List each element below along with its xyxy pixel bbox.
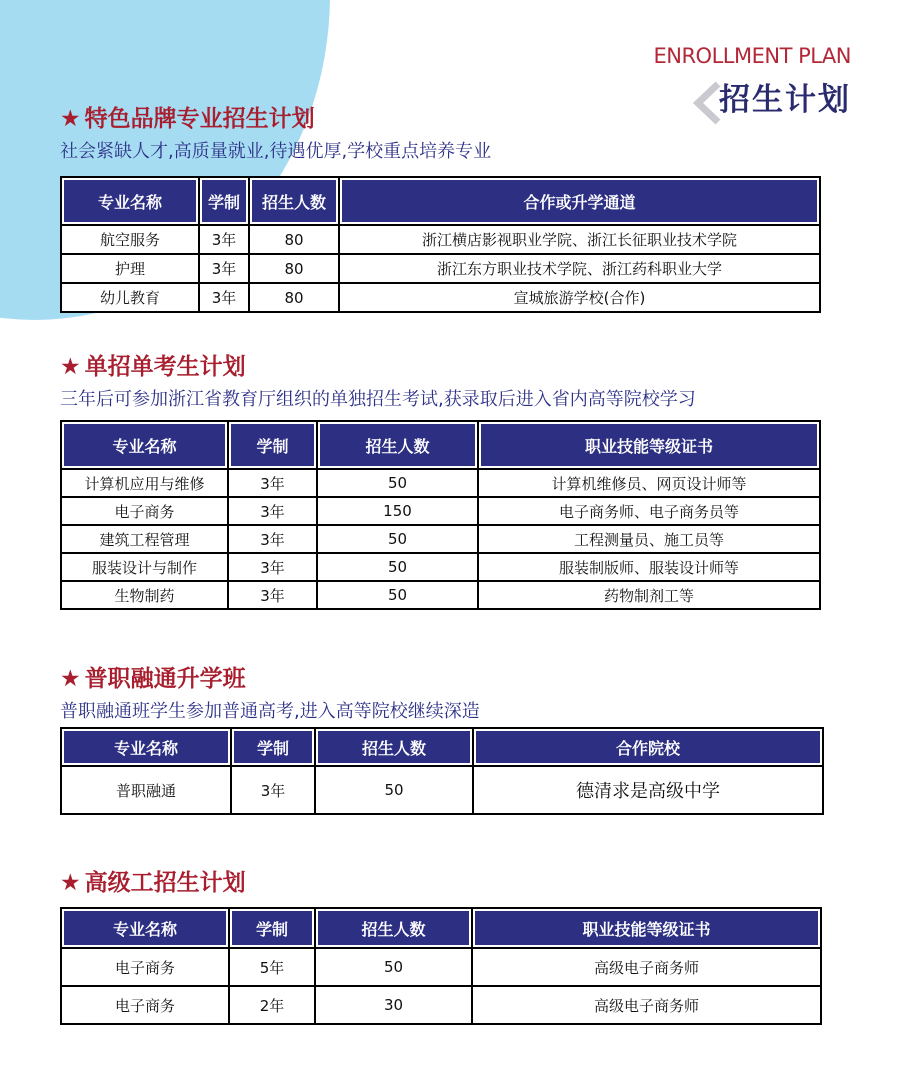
col-header: 职业技能等级证书 — [478, 421, 820, 469]
section-single-exam — [60, 348, 696, 411]
cell-count: 30 — [315, 986, 472, 1024]
cell-count: 50 — [317, 553, 478, 581]
cell-major: 生物制药 — [61, 581, 228, 609]
integration-table — [60, 727, 824, 815]
table-row — [61, 497, 820, 525]
cell-pathway: 浙江东方职业技术学院、浙江药科职业大学 — [339, 254, 820, 283]
table-row — [61, 525, 820, 553]
table-row — [61, 581, 820, 609]
senior-worker-table — [60, 907, 822, 1025]
table-row — [61, 948, 821, 986]
col-header: 合作或升学通道 — [339, 177, 820, 225]
cell-duration: 3年 — [199, 225, 249, 254]
cell-major: 服装设计与制作 — [61, 553, 228, 581]
cell-major: 计算机应用与维修 — [61, 469, 228, 497]
cell-count: 50 — [315, 766, 473, 814]
cell-count: 150 — [317, 497, 478, 525]
col-header: 合作院校 — [473, 728, 823, 766]
cell-duration: 2年 — [229, 986, 315, 1024]
col-header: 专业名称 — [61, 177, 199, 225]
col-header: 专业名称 — [61, 908, 229, 948]
cell-certificate: 电子商务师、电子商务员等 — [478, 497, 820, 525]
cell-pathway: 浙江横店影视职业学院、浙江长征职业技术学院 — [339, 225, 820, 254]
table-row — [61, 254, 820, 283]
cell-duration: 3年 — [228, 469, 317, 497]
cell-duration: 5年 — [229, 948, 315, 986]
cell-count: 80 — [249, 225, 339, 254]
cell-count: 50 — [317, 469, 478, 497]
featured-table — [60, 176, 821, 313]
table-row — [61, 469, 820, 497]
table-row — [61, 766, 823, 814]
cell-pathway: 宣城旅游学校(合作) — [339, 283, 820, 312]
cell-duration: 3年 — [228, 581, 317, 609]
header-chinese: 招生计划 — [719, 82, 851, 118]
cell-major: 电子商务 — [61, 497, 228, 525]
single-exam-table — [60, 420, 821, 610]
cell-count: 50 — [317, 581, 478, 609]
col-header: 专业名称 — [61, 728, 231, 766]
cell-major: 幼儿教育 — [61, 283, 199, 312]
cell-duration: 3年 — [228, 497, 317, 525]
cell-duration: 3年 — [228, 525, 317, 553]
cell-duration: 3年 — [228, 553, 317, 581]
cell-count: 80 — [249, 254, 339, 283]
cell-certificate: 高级电子商务师 — [472, 948, 821, 986]
section-title: ★ 高级工招生计划 — [60, 870, 246, 896]
table-header-row — [61, 728, 823, 766]
cell-major: 航空服务 — [61, 225, 199, 254]
section-subtitle: 社会紧缺人才,高质量就业,待遇优厚,学校重点培养专业 — [60, 141, 492, 162]
cell-duration: 3年 — [231, 766, 315, 814]
cell-partner: 德清求是高级中学 — [473, 766, 823, 814]
col-header: 学制 — [231, 728, 315, 766]
star-icon: ★ — [60, 354, 81, 380]
col-header: 招生人数 — [249, 177, 339, 225]
table-header-row — [61, 421, 820, 469]
section-subtitle: 三年后可参加浙江省教育厅组织的单独招生考试,获录取后进入省内高等院校学习 — [60, 389, 696, 410]
table-header-row — [61, 177, 820, 225]
cell-major: 护理 — [61, 254, 199, 283]
section-featured — [60, 100, 491, 163]
col-header: 学制 — [229, 908, 315, 948]
cell-duration: 3年 — [199, 254, 249, 283]
table-row — [61, 986, 821, 1024]
cell-major: 电子商务 — [61, 986, 229, 1024]
cell-major: 建筑工程管理 — [61, 525, 228, 553]
page-header — [653, 44, 851, 119]
cell-certificate: 工程测量员、施工员等 — [478, 525, 820, 553]
table-header-row — [61, 908, 821, 948]
cell-certificate: 服装制版师、服装设计师等 — [478, 553, 820, 581]
section-title: ★ 特色品牌专业招生计划 — [60, 106, 315, 132]
col-header: 学制 — [199, 177, 249, 225]
section-subtitle: 普职融通班学生参加普通高考,进入高等院校继续深造 — [60, 701, 480, 722]
col-header: 招生人数 — [317, 421, 478, 469]
header-english: ENROLLMENT PLAN — [653, 44, 851, 68]
section-title: ★ 单招单考生计划 — [60, 354, 246, 380]
cell-count: 80 — [249, 283, 339, 312]
star-icon: ★ — [60, 106, 81, 132]
cell-certificate: 计算机维修员、网页设计师等 — [478, 469, 820, 497]
col-header: 专业名称 — [61, 421, 228, 469]
table-row — [61, 225, 820, 254]
col-header: 学制 — [228, 421, 317, 469]
star-icon: ★ — [60, 666, 81, 692]
cell-certificate: 药物制剂工等 — [478, 581, 820, 609]
col-header: 职业技能等级证书 — [472, 908, 821, 948]
table-row — [61, 553, 820, 581]
star-icon: ★ — [60, 870, 81, 896]
cell-duration: 3年 — [199, 283, 249, 312]
cell-certificate: 高级电子商务师 — [472, 986, 821, 1024]
section-senior-worker — [60, 864, 246, 897]
cell-major: 普职融通 — [61, 766, 231, 814]
col-header: 招生人数 — [315, 908, 472, 948]
cell-major: 电子商务 — [61, 948, 229, 986]
section-title: ★ 普职融通升学班 — [60, 666, 246, 692]
chevron-left-icon — [690, 80, 724, 126]
cell-count: 50 — [315, 948, 472, 986]
cell-count: 50 — [317, 525, 478, 553]
col-header: 招生人数 — [315, 728, 473, 766]
table-row — [61, 283, 820, 312]
section-integration — [60, 660, 480, 723]
